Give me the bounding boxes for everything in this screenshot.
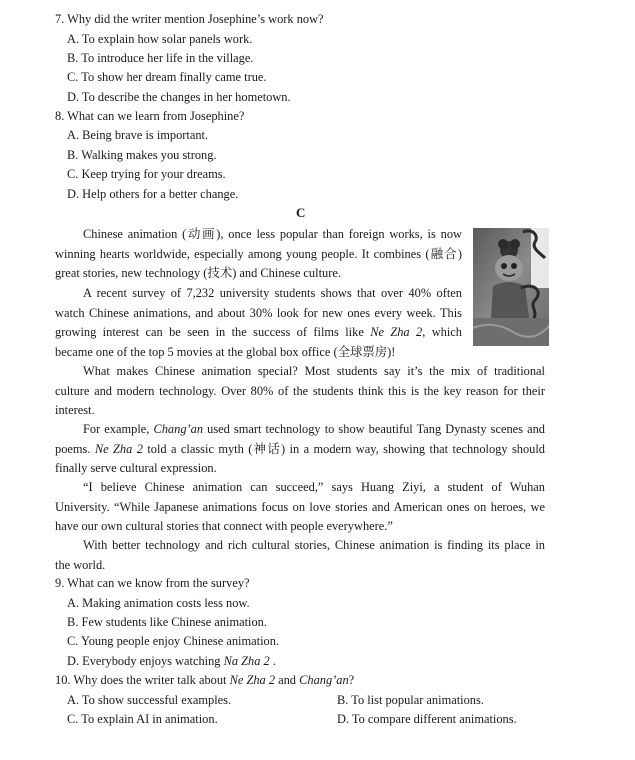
text-run: poems.	[55, 441, 95, 456]
paragraph-line: culture and modern technology. Over 80% of the students think this is the key reason for their	[55, 383, 545, 398]
question-10-option-d: D. To compare different animations.	[337, 712, 517, 726]
question-9-option-d	[67, 653, 276, 669]
ne-zha-illustration	[473, 228, 549, 346]
question-7-option-a: A. To explain how solar panels work.	[67, 32, 253, 46]
question-8-stem: 8. What can we learn from Josephine?	[55, 109, 245, 123]
question-7-stem: 7. Why did the writer mention Josephine’s work now?	[55, 12, 324, 26]
paragraph-3	[55, 362, 545, 421]
text-run: used smart technology to show beautiful Tang Dynasty scenes and	[203, 422, 545, 436]
text-run: and	[275, 673, 300, 687]
paragraph-line	[55, 323, 462, 343]
paragraph-line: “I believe Chinese animation can succeed,” says Huang Ziyi, a student of Wuhan	[83, 480, 545, 494]
text-run: D. Everybody enjoys watching	[67, 654, 224, 668]
paragraph-line	[55, 440, 545, 460]
paragraph-6	[55, 536, 545, 575]
question-8-option-a: A. Being brave is important.	[67, 128, 209, 142]
film-title: Chang’an	[153, 422, 204, 436]
question-10-option-a: A. To show successful examples.	[67, 693, 232, 707]
paragraph-5	[55, 478, 545, 537]
paragraph-line: What makes Chinese animation special? Most students say it’s the mix of traditional	[83, 364, 545, 378]
text-run: For example,	[83, 422, 154, 436]
text-run: told a classic myth (神话) in a modern way, showing that technology should	[142, 441, 546, 456]
text-run: which	[425, 325, 462, 339]
question-7-option-d: D. To describe the changes in her hometown.	[67, 90, 291, 104]
paragraph-line: Chinese animation (动画), once less popular than foreign works, is now	[83, 227, 462, 241]
paragraph-line: watch Chinese animations, and about 30% look for new ones every week. This	[55, 305, 462, 320]
text-run: growing interest can be seen in the success of films like	[55, 325, 371, 339]
question-10-option-b: B. To list popular animations.	[337, 693, 484, 707]
text-run: .	[269, 654, 276, 668]
film-title: Ne Zha 2	[94, 441, 143, 456]
paragraph-4	[55, 420, 545, 479]
paragraph-line: finally serve cultural expression.	[55, 461, 217, 475]
paragraph-line: have our own cultural stories that connect with people everywhere.”	[55, 519, 393, 533]
paragraph-1	[55, 225, 462, 284]
film-title: Na Zha 2	[223, 654, 270, 668]
paragraph-2	[55, 284, 462, 362]
question-7-option-b: B. To introduce her life in the village.	[67, 51, 254, 65]
question-7-option-c: C. To show her dream finally came true.	[67, 70, 267, 84]
text-run: 10. Why does the writer talk about	[55, 673, 230, 687]
paragraph-line: A recent survey of 7,232 university students shows that over 40% often	[83, 286, 462, 300]
paragraph-line: the world.	[55, 557, 106, 572]
question-8-option-c: C. Keep trying for your dreams.	[67, 167, 226, 181]
question-8-option-b: B. Walking makes you strong.	[67, 148, 217, 162]
paragraph-line: University. “While Japanese animations focus on love stories and American ones on heroes, we	[55, 499, 545, 514]
paragraph-line: winning hearts worldwide, especially among young people. It combines (融合)	[55, 246, 462, 261]
film-title: Chang’an	[299, 673, 349, 687]
paragraph-line: great stories, new technology (技术) and Chinese culture.	[55, 266, 341, 280]
paragraph-line: interest.	[55, 403, 95, 417]
question-10-option-c: C. To explain AI in animation.	[67, 712, 218, 726]
question-9-option-a: A. Making animation costs less now.	[67, 596, 250, 610]
question-9-option-c: C. Young people enjoy Chinese animation.	[67, 634, 280, 648]
section-label: C	[296, 205, 306, 220]
text-run: ?	[348, 673, 355, 687]
film-title: Ne Zha 2	[229, 673, 276, 687]
question-9-stem: 9. What can we know from the survey?	[55, 576, 250, 590]
question-10-stem	[55, 672, 354, 688]
paragraph-line	[55, 420, 545, 440]
question-9-option-b: B. Few students like Chinese animation.	[67, 615, 267, 629]
question-8-option-d: D. Help others for a better change.	[67, 187, 239, 201]
ne-zha-character-icon	[473, 228, 549, 346]
paragraph-line: With better technology and rich cultural stories, Chinese animation is finding its place in	[83, 538, 545, 552]
film-title: Ne Zha 2,	[370, 325, 426, 339]
paragraph-line: became one of the top 5 movies at the global box office (全球票房)!	[55, 344, 396, 359]
